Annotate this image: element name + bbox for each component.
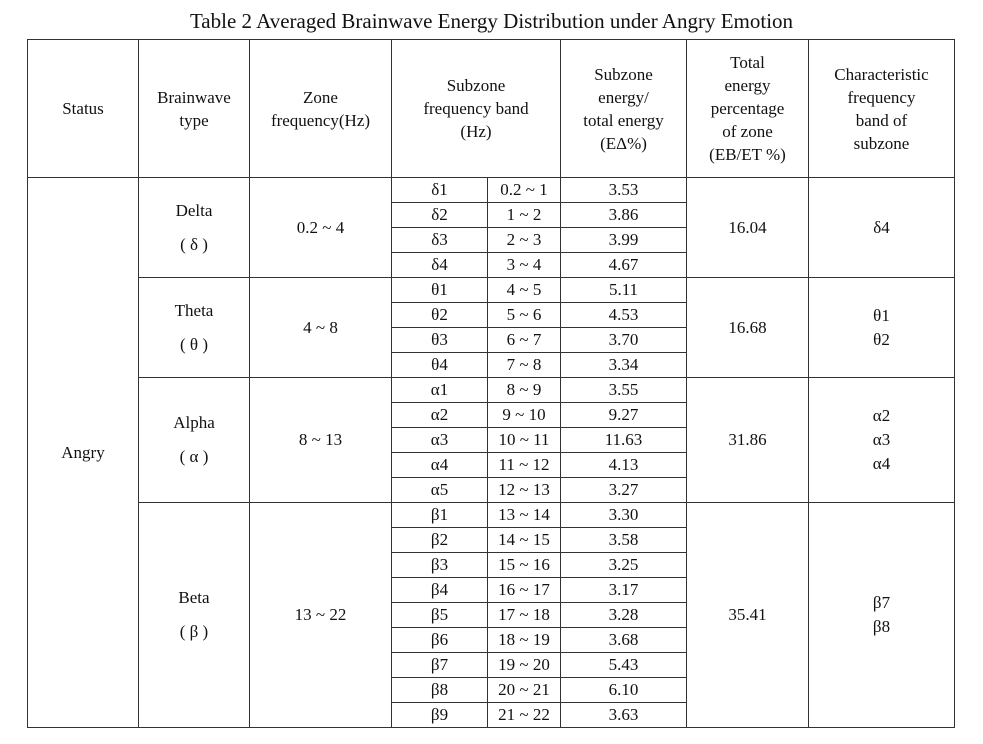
subzone-ratio-cell: 5.11	[561, 278, 687, 303]
subzone-ratio-cell: 11.63	[561, 428, 687, 453]
zone-frequency-cell: 8 ~ 13	[250, 378, 392, 503]
brainwave-symbol: ( β )	[179, 622, 209, 641]
subzone-band-cell: 17 ~ 18	[488, 603, 561, 628]
table-row	[28, 378, 955, 403]
brainwave-energy-table	[27, 39, 955, 728]
subzone-ratio-cell: 3.68	[561, 628, 687, 653]
characteristic-band-item: α3	[872, 430, 891, 449]
characteristic-band-item: θ2	[873, 329, 890, 349]
subzone-band-cell: 9 ~ 10	[488, 403, 561, 428]
subzone-label-cell: β7	[392, 653, 488, 678]
subzone-label-cell: δ4	[392, 253, 488, 278]
subzone-ratio-cell: 3.86	[561, 203, 687, 228]
subzone-label-cell: θ4	[392, 353, 488, 378]
subzone-label-cell: β9	[392, 703, 488, 728]
subzone-band-cell: 18 ~ 19	[488, 628, 561, 653]
header-brainwave-type: Brainwave type	[139, 40, 250, 178]
subzone-band-cell: 0.2 ~ 1	[488, 178, 561, 203]
subzone-ratio-cell: 9.27	[561, 403, 687, 428]
characteristic-band-cell	[809, 178, 955, 278]
subzone-ratio-cell: 3.63	[561, 703, 687, 728]
subzone-ratio-cell: 3.55	[561, 378, 687, 403]
subzone-label-cell: β5	[392, 603, 488, 628]
brainwave-symbol: ( δ )	[180, 234, 208, 254]
subzone-label-cell: α1	[392, 378, 488, 403]
subzone-ratio-cell: 3.99	[561, 228, 687, 253]
brainwave-type-cell	[139, 378, 250, 503]
subzone-ratio-cell: 4.67	[561, 253, 687, 278]
subzone-band-cell: 5 ~ 6	[488, 303, 561, 328]
subzone-label-cell: β1	[392, 503, 488, 528]
characteristic-band-item: δ4	[873, 217, 890, 237]
characteristic-band-cell	[809, 378, 955, 503]
subzone-label-cell: β4	[392, 578, 488, 603]
subzone-ratio-cell: 3.28	[561, 603, 687, 628]
brainwave-type-cell	[139, 178, 250, 278]
subzone-ratio-cell: 4.13	[561, 453, 687, 478]
subzone-label-cell: θ2	[392, 303, 488, 328]
subzone-ratio-cell: 3.34	[561, 353, 687, 378]
characteristic-band-cell	[809, 503, 955, 728]
subzone-ratio-cell: 3.30	[561, 503, 687, 528]
subzone-band-cell: 6 ~ 7	[488, 328, 561, 353]
subzone-band-cell: 11 ~ 12	[488, 453, 561, 478]
subzone-label-cell: δ1	[392, 178, 488, 203]
subzone-label-cell: α5	[392, 478, 488, 503]
subzone-ratio-cell: 3.27	[561, 478, 687, 503]
subzone-ratio-cell: 5.43	[561, 653, 687, 678]
brainwave-symbol: ( α )	[179, 447, 209, 466]
subzone-ratio-cell: 3.25	[561, 553, 687, 578]
subzone-band-cell: 15 ~ 16	[488, 553, 561, 578]
subzone-label-cell: δ2	[392, 203, 488, 228]
subzone-band-cell: 7 ~ 8	[488, 353, 561, 378]
subzone-label-cell: β8	[392, 678, 488, 703]
characteristic-band-cell	[809, 278, 955, 378]
brainwave-symbol: ( θ )	[180, 334, 208, 354]
subzone-label-cell: β6	[392, 628, 488, 653]
characteristic-band-item: β8	[872, 617, 891, 636]
table-body	[28, 178, 955, 728]
table-caption: Table 2 Averaged Brainwave Energy Distribution under Angry Emotion	[189, 9, 794, 33]
subzone-band-cell: 2 ~ 3	[488, 228, 561, 253]
header-row	[28, 40, 955, 178]
subzone-band-cell: 13 ~ 14	[488, 503, 561, 528]
subzone-band-cell: 10 ~ 11	[488, 428, 561, 453]
brainwave-type-cell	[139, 503, 250, 728]
subzone-ratio-cell: 4.53	[561, 303, 687, 328]
brainwave-name: Beta	[178, 588, 210, 607]
subzone-label-cell: β2	[392, 528, 488, 553]
total-percentage-cell: 35.41	[687, 503, 809, 728]
subzone-band-cell: 1 ~ 2	[488, 203, 561, 228]
zone-frequency-cell: 4 ~ 8	[250, 278, 392, 378]
header-subzone-ratio: Subzone energy/ total energy (EΔ%)	[561, 40, 687, 178]
header-total-percentage: Total energy percentage of zone (EB/ET %)	[687, 40, 809, 178]
subzone-ratio-cell: 3.17	[561, 578, 687, 603]
characteristic-band-item: β7	[872, 593, 891, 612]
subzone-band-cell: 12 ~ 13	[488, 478, 561, 503]
characteristic-band-item: θ1	[873, 305, 890, 325]
subzone-band-cell: 19 ~ 20	[488, 653, 561, 678]
header-zone-frequency: Zone frequency(Hz)	[250, 40, 392, 178]
subzone-band-cell: 3 ~ 4	[488, 253, 561, 278]
subzone-ratio-cell: 3.70	[561, 328, 687, 353]
header-subzone-band: Subzone frequency band (Hz)	[392, 40, 561, 178]
subzone-label-cell: α3	[392, 428, 488, 453]
subzone-label-cell: α4	[392, 453, 488, 478]
table-row	[28, 178, 955, 203]
subzone-band-cell: 4 ~ 5	[488, 278, 561, 303]
characteristic-band-item: α4	[872, 454, 891, 473]
header-characteristic-band: Characteristic frequency band of subzone	[809, 40, 955, 178]
subzone-ratio-cell: 3.53	[561, 178, 687, 203]
total-percentage-cell: 16.68	[687, 278, 809, 378]
table-row	[28, 278, 955, 303]
subzone-label-cell: θ1	[392, 278, 488, 303]
subzone-band-cell: 21 ~ 22	[488, 703, 561, 728]
brainwave-name: Delta	[175, 200, 213, 220]
subzone-band-cell: 20 ~ 21	[488, 678, 561, 703]
subzone-band-cell: 16 ~ 17	[488, 578, 561, 603]
subzone-ratio-cell: 3.58	[561, 528, 687, 553]
subzone-band-cell: 14 ~ 15	[488, 528, 561, 553]
subzone-band-cell: 8 ~ 9	[488, 378, 561, 403]
subzone-ratio-cell: 6.10	[561, 678, 687, 703]
subzone-label-cell: θ3	[392, 328, 488, 353]
subzone-label-cell: δ3	[392, 228, 488, 253]
subzone-label-cell: β3	[392, 553, 488, 578]
table-row	[28, 503, 955, 528]
characteristic-band-item: α2	[872, 406, 891, 425]
zone-frequency-cell: 0.2 ~ 4	[250, 178, 392, 278]
brainwave-name: Alpha	[173, 413, 215, 432]
total-percentage-cell: 31.86	[687, 378, 809, 503]
zone-frequency-cell: 13 ~ 22	[250, 503, 392, 728]
brainwave-type-cell	[139, 278, 250, 378]
total-percentage-cell: 16.04	[687, 178, 809, 278]
header-status: Status	[28, 40, 139, 178]
brainwave-name: Theta	[174, 300, 214, 320]
status-cell: Angry	[28, 178, 139, 728]
subzone-label-cell: α2	[392, 403, 488, 428]
